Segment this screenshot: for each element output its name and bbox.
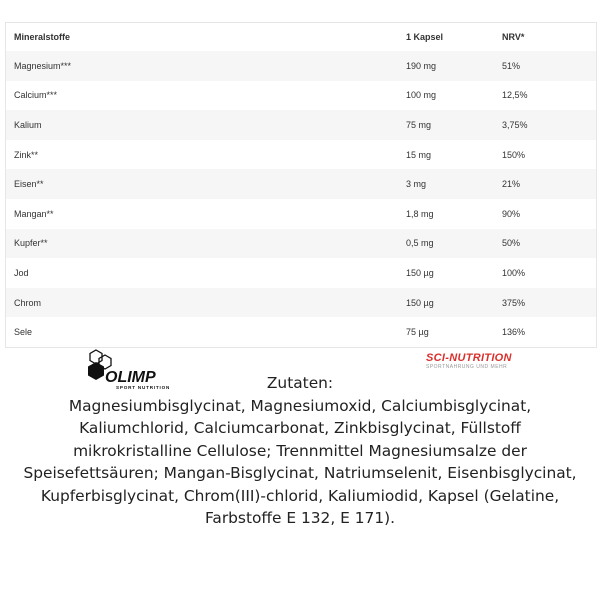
ingredients-line: Speisefettsäuren; Mangan-Bisglycinat, Natriumselenit, Eisenbisglycinat,	[23, 464, 577, 482]
mineral-amount: 1,8 mg	[398, 199, 494, 229]
mineral-amount: 190 mg	[398, 51, 494, 81]
table-row	[6, 140, 596, 170]
minerals-table	[6, 23, 596, 347]
ingredients-line: Magnesiumbisglycinat, Magnesiumoxid, Calciumbisglycinat,	[68, 396, 532, 415]
mineral-amount: 75 µg	[398, 317, 494, 347]
table-row	[6, 317, 596, 347]
mineral-nrv: 136%	[494, 317, 596, 347]
ingredients-title: Zutaten:	[266, 374, 334, 392]
mineral-nrv: 375%	[494, 288, 596, 318]
minerals-table-container	[5, 22, 597, 348]
table-row	[6, 229, 596, 259]
ingredients-line: Kaliumchlorid, Calciumcarbonat, Zinkbisglycinat, Füllstoff	[79, 419, 521, 437]
mineral-nrv: 90%	[494, 199, 596, 229]
mineral-nrv: 21%	[494, 169, 596, 199]
table-row	[6, 81, 596, 111]
sci-tagline: SPORTNAHRUNG UND MEHR	[426, 364, 508, 370]
olimp-tagline: SPORT NUTRITION	[116, 385, 171, 390]
mineral-name: Magnesium***	[6, 51, 398, 81]
sci-nutrition-logo	[426, 352, 522, 374]
olimp-wordmark: OLIMP	[105, 369, 156, 386]
table-row	[6, 199, 596, 229]
ingredients-line: mikrokristalline Cellulose; Trennmittel Magnesiumsalze der	[73, 441, 527, 460]
mineral-name: Mangan**	[6, 199, 398, 229]
mineral-nrv: 100%	[494, 258, 596, 288]
table-row	[6, 258, 596, 288]
mineral-name: Kupfer**	[6, 229, 398, 259]
mineral-amount: 3 mg	[398, 169, 494, 199]
mineral-amount: 75 mg	[398, 110, 494, 140]
table-row	[6, 288, 596, 318]
mineral-nrv: 12,5%	[494, 81, 596, 111]
header-nrv: NRV*	[494, 23, 596, 51]
mineral-amount: 15 mg	[398, 140, 494, 170]
mineral-nrv: 50%	[494, 229, 596, 259]
mineral-name: Kalium	[6, 110, 398, 140]
ingredients-line: Kupferbisglycinat, Chrom(III)-chlorid, Kaliumiodid, Kapsel (Gelatine,	[40, 486, 560, 505]
mineral-name: Sele	[6, 317, 398, 347]
ingredients-line: Farbstoffe E 132, E 171).	[204, 509, 396, 527]
mineral-amount: 150 µg	[398, 288, 494, 318]
sci-wordmark: SCI-NUTRITION	[426, 352, 512, 364]
table-row	[6, 110, 596, 140]
mineral-name: Jod	[6, 258, 398, 288]
mineral-name: Eisen**	[6, 169, 398, 199]
mineral-nrv: 51%	[494, 51, 596, 81]
mineral-amount: 0,5 mg	[398, 229, 494, 259]
mineral-nrv: 3,75%	[494, 110, 596, 140]
mineral-name: Zink**	[6, 140, 398, 170]
header-minerals: Mineralstoffe	[6, 23, 398, 51]
table-row	[6, 169, 596, 199]
table-row	[6, 51, 596, 81]
mineral-amount: 150 µg	[398, 258, 494, 288]
mineral-name: Calcium***	[6, 81, 398, 111]
mineral-nrv: 150%	[494, 140, 596, 170]
table-header-row	[6, 23, 596, 51]
ingredients-block	[0, 372, 600, 530]
mineral-name: Chrom	[6, 288, 398, 318]
mineral-amount: 100 mg	[398, 81, 494, 111]
header-per-capsule: 1 Kapsel	[398, 23, 494, 51]
